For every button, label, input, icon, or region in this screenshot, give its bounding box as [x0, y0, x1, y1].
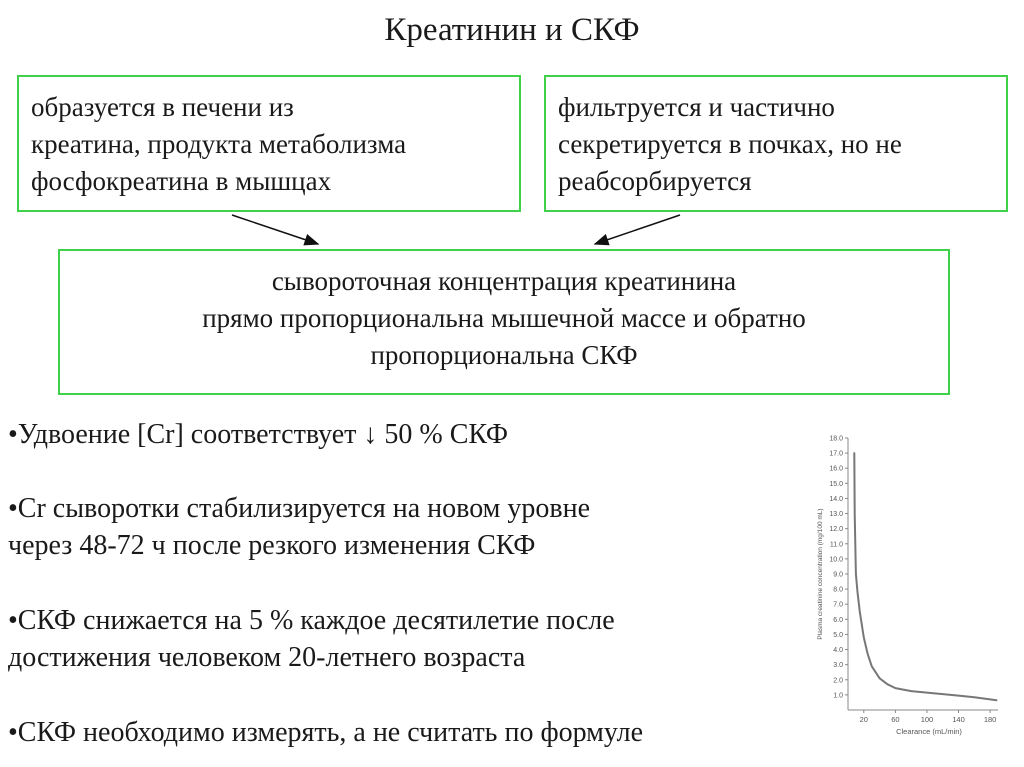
box-line: креатина, продукта метаболизма — [31, 129, 407, 159]
arrow-right — [595, 215, 680, 244]
box-line: секретируется в почках, но не — [558, 129, 902, 159]
x-tick-label: 100 — [920, 715, 934, 724]
box-line: фосфокреатина в мышцах — [31, 166, 332, 196]
y-tick-label: 13.0 — [829, 511, 843, 519]
box-line: сывороточная концентрация креатинина — [271, 266, 737, 296]
y-tick-label: 4.0 — [833, 647, 843, 655]
bullet-item — [8, 714, 643, 751]
y-tick-label: 8.0 — [833, 586, 843, 594]
y-axis-label: Plasma creatinine concentration (mg/100 mL) — [817, 508, 824, 640]
bullet-line: достижения человеком 20-летнего возраста — [8, 642, 526, 673]
slide-title: Креатинин и СКФ — [384, 12, 640, 48]
box-creatinine-excretion — [544, 75, 1008, 212]
x-tick-label: 140 — [952, 715, 965, 724]
y-tick-label: 14.0 — [829, 495, 843, 503]
x-axis-label: Clearance (mL/min) — [896, 727, 962, 736]
bullet-item — [8, 490, 590, 564]
box-line: пропорциональна СКФ — [370, 340, 638, 370]
y-tick-label: 18.0 — [829, 435, 843, 443]
x-tick-label: 180 — [983, 715, 997, 724]
creatinine-clearance-chart — [800, 428, 1010, 750]
bullet-item — [8, 416, 508, 453]
box-line: реабсорбируется — [558, 166, 752, 196]
y-tick-label: 9.0 — [833, 571, 843, 579]
y-tick-label: 11.0 — [829, 541, 843, 549]
y-tick-label: 17.0 — [829, 450, 843, 458]
box-line: образуется в печени из — [31, 92, 294, 122]
y-tick-label: 16.0 — [829, 465, 843, 473]
y-tick-label: 15.0 — [829, 480, 843, 488]
x-tick-label: 60 — [891, 715, 900, 724]
series-line — [854, 453, 996, 700]
x-tick-label: 20 — [859, 715, 868, 724]
y-tick-label: 7.0 — [833, 601, 843, 609]
bullet-line: •Cr сыворотки стабилизируется на новом уровне — [8, 493, 591, 524]
box-line: прямо пропорциональна мышечной массе и обратно — [202, 303, 806, 333]
y-tick-label: 12.0 — [829, 526, 843, 534]
y-tick-label: 10.0 — [829, 556, 843, 564]
y-tick-label: 3.0 — [833, 662, 843, 670]
y-tick-label: 5.0 — [833, 631, 843, 639]
box-line: фильтруется и частично — [558, 92, 835, 122]
bullet-line: •Удвоение [Cr] соответствует ↓ 50 % СКФ — [8, 419, 508, 450]
bullet-line: •СКФ снижается на 5 % каждое десятилетие после — [8, 605, 615, 636]
bullet-line: •СКФ необходимо измерять, а не считать по формуле — [8, 717, 644, 748]
box-creatinine-origin — [17, 75, 521, 212]
bullet-line: через 48-72 ч после резкого изменения СКФ — [8, 530, 536, 561]
bullet-item — [8, 602, 615, 676]
box-serum-creatinine — [58, 249, 950, 395]
y-tick-label: 1.0 — [833, 692, 843, 700]
y-tick-label: 6.0 — [833, 616, 843, 624]
y-tick-label: 2.0 — [833, 677, 843, 685]
arrow-left — [232, 215, 318, 244]
